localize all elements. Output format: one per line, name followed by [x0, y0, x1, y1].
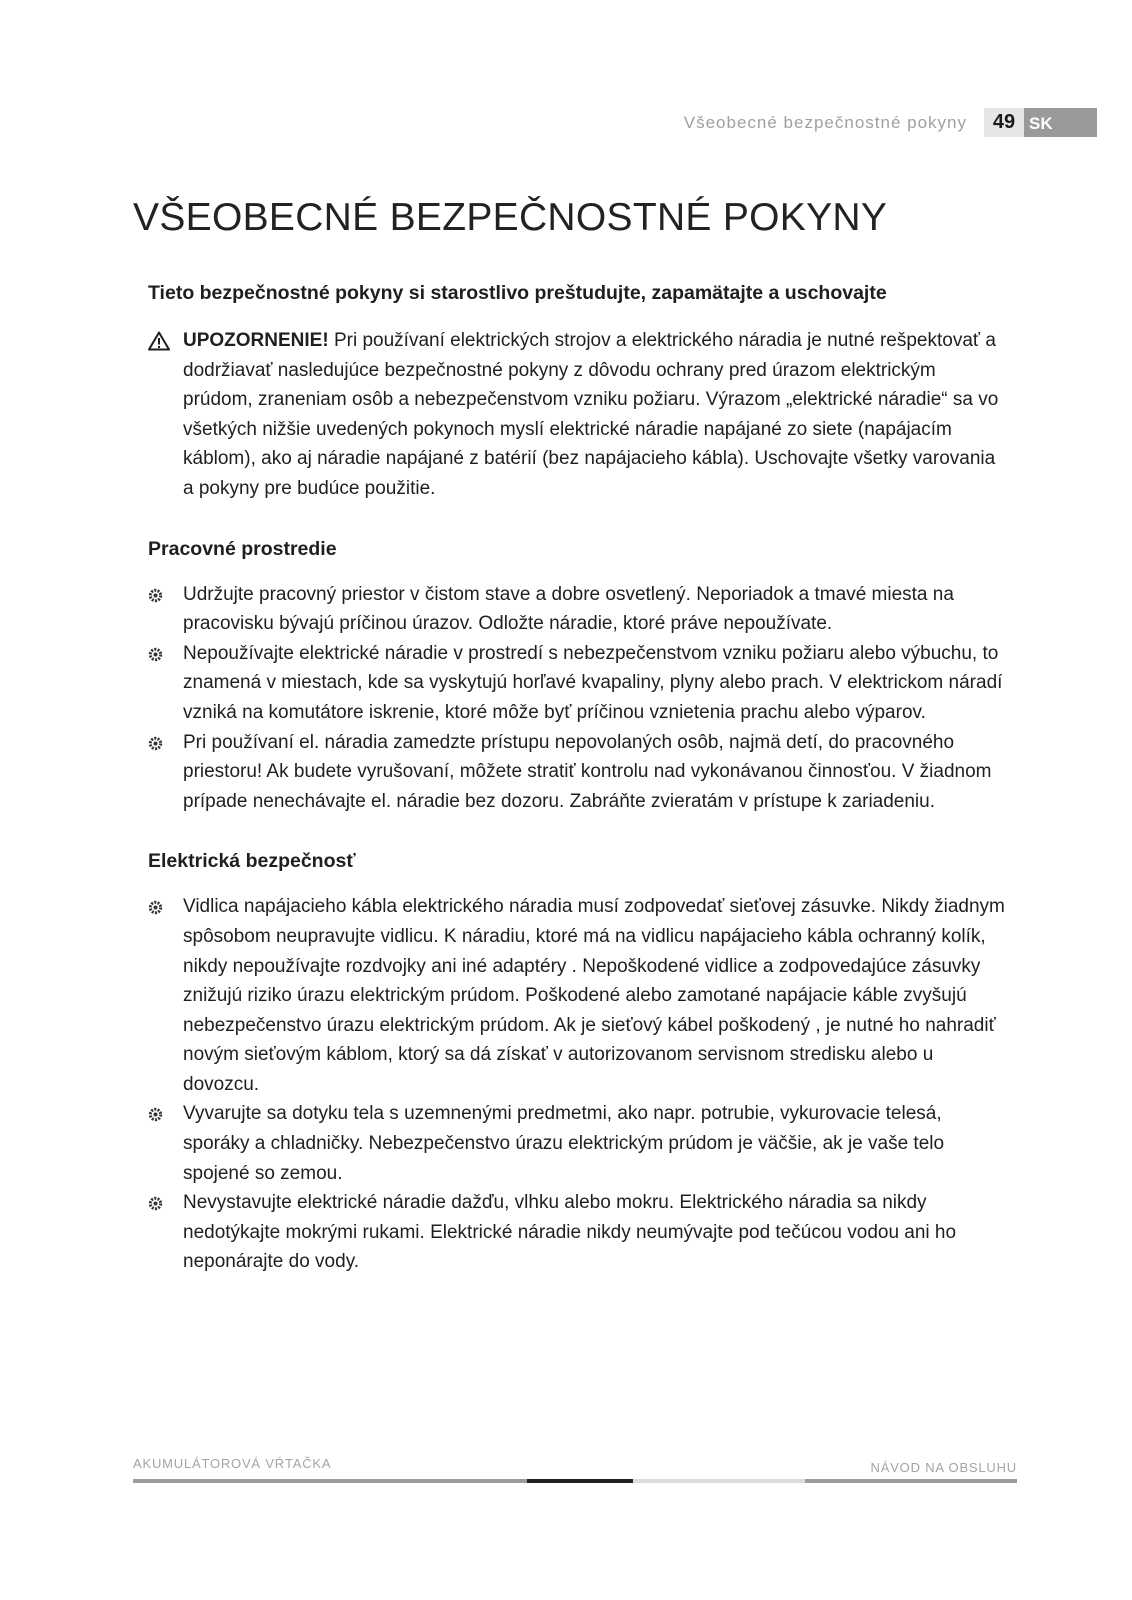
list-item-text: Vyvarujte sa dotyku tela s uzemnenými predmetmi, ako napr. potrubie, vykurovacie telesá, sporáky a chladničky. Nebezpečenstvo úrazu elektrickým prúdom je väčšie, ak je vaše telo spojené so zemou. — [183, 1103, 945, 1184]
list-item — [148, 728, 1008, 817]
gear-bullet-icon — [148, 900, 163, 915]
page-title: VŠEOBECNÉ BEZPEČNOSTNÉ POKYNY — [133, 196, 888, 239]
footer-rule-highlight — [633, 1479, 805, 1483]
list-item-text: Vidlica napájacieho kábla elektrického náradia musí zodpovedať sieťovej zásuvke. Nikdy žiadnym spôsobom neupravujte vidlicu. K náradiu, ktoré má na vidlicu napájacieho kábla ochranný kolík, nikdy nepoužívajte rozdvojky ani iné adaptéry . Nepoškodené vidlice a zodpovedajúce zásuvky znižujú riziko úrazu elektrickým prúdom. Poškodené alebo zamotané napájacie káble zvyšujú nebezpečenstvo úrazu elektrickým prúdom. Ak je sieťový kábel poškodený , je nutné ho nahradiť novým sieťovým káblom, ktorý sa dá získať v autorizovanom servisnom stredisku alebo u dovozcu. — [183, 896, 1005, 1095]
gear-bullet-icon — [148, 647, 163, 662]
footer-manual-label: NÁVOD NA OBSLUHU — [870, 1460, 1017, 1475]
list-item-text: Pri používaní el. náradia zamedzte prístupu nepovolaných osôb, najmä detí, do pracovného priestoru! Ak budete vyrušovaní, môžete stratiť kontrolu nad vykonávanou činnosťou. V žiadnom prípade nenechávajte el. náradie bez dozoru. Zabráňte zvieratám v prístupe k zariadeniu. — [183, 731, 992, 812]
list-item — [148, 1188, 1008, 1277]
footer-product-name: AKUMULÁTOROVÁ VŔTAČKA — [133, 1456, 332, 1471]
running-header-section-title: Všeobecné bezpečnostné pokyny — [683, 113, 967, 132]
list-item — [148, 892, 1008, 1099]
footer-rule — [133, 1479, 1017, 1483]
electrical-safety-list — [148, 892, 1008, 1277]
language-code: SK — [1029, 114, 1053, 133]
list-item-text: Udržujte pracovný priestor v čistom stave a dobre osvetlený. Neporiadok a tmavé miesta na pracovisku bývajú príčinou úrazov. Odložte náradie, ktoré práve nepoužívate. — [183, 583, 954, 635]
warning-paragraph — [148, 326, 1008, 504]
warning-text: Pri používaní elektrických strojov a elektrického náradia je nutné rešpektovať a dodržiavať nasledujúce bezpečnostné pokyny z dôvodu ochrany pred úrazom elektrickým prúdom, zraneniam osôb a nebezpečenstvom vzniku požiaru. Výrazom „elektrické náradie“ sa vo všetkých nižšie uvedených pokynoch myslí elektrické náradie napájané zo siete (napájacím káblom), ako aj náradie napájané z batérií (bez napájacieho kábla). Uschovajte všetky varovania a pokyny pre budúce použitie. — [183, 330, 999, 499]
gear-bullet-icon — [148, 1196, 163, 1211]
gear-bullet-icon — [148, 1107, 163, 1122]
list-item — [148, 580, 1008, 639]
list-item-text: Nepoužívajte elektrické náradie v prostredí s nebezpečenstvom vzniku požiaru alebo výbuchu, to znamená v miestach, kde sa vyskytujú horľavé kvapaliny, plyny alebo prach. V elektrickom náradí vzniká na komutátore iskrenie, ktoré môže byť príčinou vznietenia prachu alebo výparov. — [183, 642, 1003, 723]
gear-bullet-icon — [148, 588, 163, 603]
work-environment-list — [148, 580, 1008, 817]
warning-label: UPOZORNENIE! — [183, 330, 329, 351]
gear-bullet-icon — [148, 736, 163, 751]
warning-triangle-icon — [148, 331, 170, 351]
main-content — [148, 278, 1008, 1277]
list-item-text: Nevystavujte elektrické náradie dažďu, vlhku alebo mokru. Elektrického náradia sa nikdy nedotýkajte mokrými rukami. Elektrické náradie nikdy neumývajte pod tečúcou vodou ani ho neponárajte do vody. — [183, 1192, 957, 1273]
list-item — [148, 1099, 1008, 1188]
section-heading-electrical-safety: Elektrická bezpečnosť — [148, 850, 356, 873]
list-item — [148, 639, 1008, 728]
page-number: 49 — [984, 108, 1024, 137]
footer-rule-accent — [527, 1479, 633, 1483]
intro-heading: Tieto bezpečnostné pokyny si starostlivo preštudujte, zapamätajte a uschovajte — [148, 282, 887, 304]
section-heading-work-environment: Pracovné prostredie — [148, 537, 337, 560]
